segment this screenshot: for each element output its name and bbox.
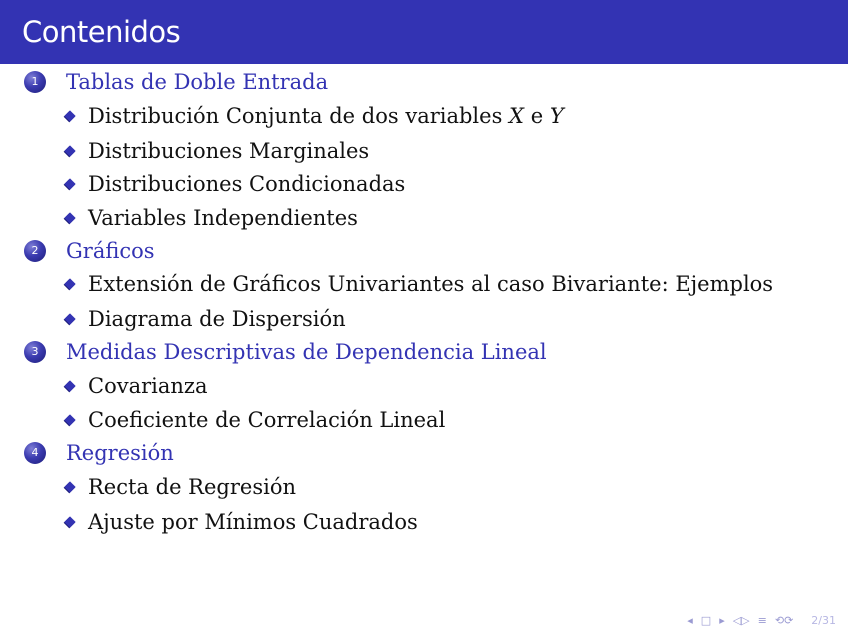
diamond-bullet-icon [64, 145, 75, 156]
diamond-bullet-icon [64, 212, 75, 223]
prev-frame-icon[interactable]: ◂ [687, 614, 693, 627]
diamond-bullet-icon [64, 380, 75, 391]
toc-subsection[interactable] [66, 169, 405, 199]
beamer-navigation [687, 614, 836, 627]
section-nav-icon[interactable]: ◁▷ [732, 614, 750, 627]
section-title[interactable]: Regresión [66, 441, 174, 465]
section-title[interactable]: Tablas de Doble Entrada [66, 70, 329, 94]
diamond-bullet-icon [64, 516, 75, 527]
diamond-bullet-icon [64, 110, 75, 121]
toc-subsection[interactable] [66, 405, 445, 435]
subsection-title[interactable]: Recta de Regresión [88, 475, 296, 499]
section-number-ball: 1 [24, 71, 46, 93]
toc-subsection[interactable] [66, 472, 296, 502]
toc-subsection[interactable] [66, 507, 418, 537]
toc-section-2[interactable] [24, 236, 155, 266]
section-number-ball: 4 [24, 442, 46, 464]
page-counter: 2/31 [811, 614, 836, 627]
math-variable: Y [549, 104, 564, 128]
subsection-title[interactable]: Extensión de Gráficos Univariantes al caso Bivariante: Ejemplos [88, 272, 774, 296]
toc-section-3[interactable] [24, 337, 547, 367]
subsection-title[interactable]: Ajuste por Mínimos Cuadrados [88, 510, 418, 534]
diamond-bullet-icon [64, 313, 75, 324]
toc-subsection[interactable] [66, 304, 346, 334]
frame-title: Contenidos [22, 15, 181, 49]
subsection-title[interactable]: Covarianza [88, 374, 208, 398]
subsection-title[interactable]: Diagrama de Dispersión [88, 307, 346, 331]
section-number-ball: 2 [24, 240, 46, 262]
math-variable: X [509, 104, 524, 128]
subsection-title[interactable]: Coeficiente de Correlación Lineal [88, 408, 446, 432]
frame-icon[interactable]: □ [700, 614, 712, 627]
toc-section-1[interactable] [24, 67, 328, 97]
diamond-bullet-icon [64, 414, 75, 425]
math-conjunction: e [530, 104, 544, 128]
toc-subsection[interactable] [66, 269, 773, 299]
subsection-title: Distribución Conjunta de dos variables [88, 104, 503, 128]
section-number-ball: 3 [24, 341, 46, 363]
toc-subsection[interactable] [66, 203, 358, 233]
subsection-nav-icon[interactable]: ≡ [757, 614, 767, 627]
subsection-title[interactable]: Distribuciones Marginales [88, 139, 370, 163]
search-nav-icon[interactable]: ⟲⟳ [774, 614, 794, 627]
section-title[interactable]: Gráficos [66, 239, 155, 263]
diamond-bullet-icon [64, 481, 75, 492]
diamond-bullet-icon [64, 178, 75, 189]
subsection-title[interactable]: Distribuciones Condicionadas [88, 172, 406, 196]
subsection-title[interactable]: Variables Independientes [88, 206, 358, 230]
section-title[interactable]: Medidas Descriptivas de Dependencia Lineal [66, 340, 547, 364]
toc-section-4[interactable] [24, 438, 174, 468]
diamond-bullet-icon [64, 278, 75, 289]
toc-subsection[interactable] [66, 101, 564, 131]
toc-subsection[interactable] [66, 136, 369, 166]
toc-subsection[interactable] [66, 371, 207, 401]
next-frame-icon[interactable]: ▸ [719, 614, 725, 627]
